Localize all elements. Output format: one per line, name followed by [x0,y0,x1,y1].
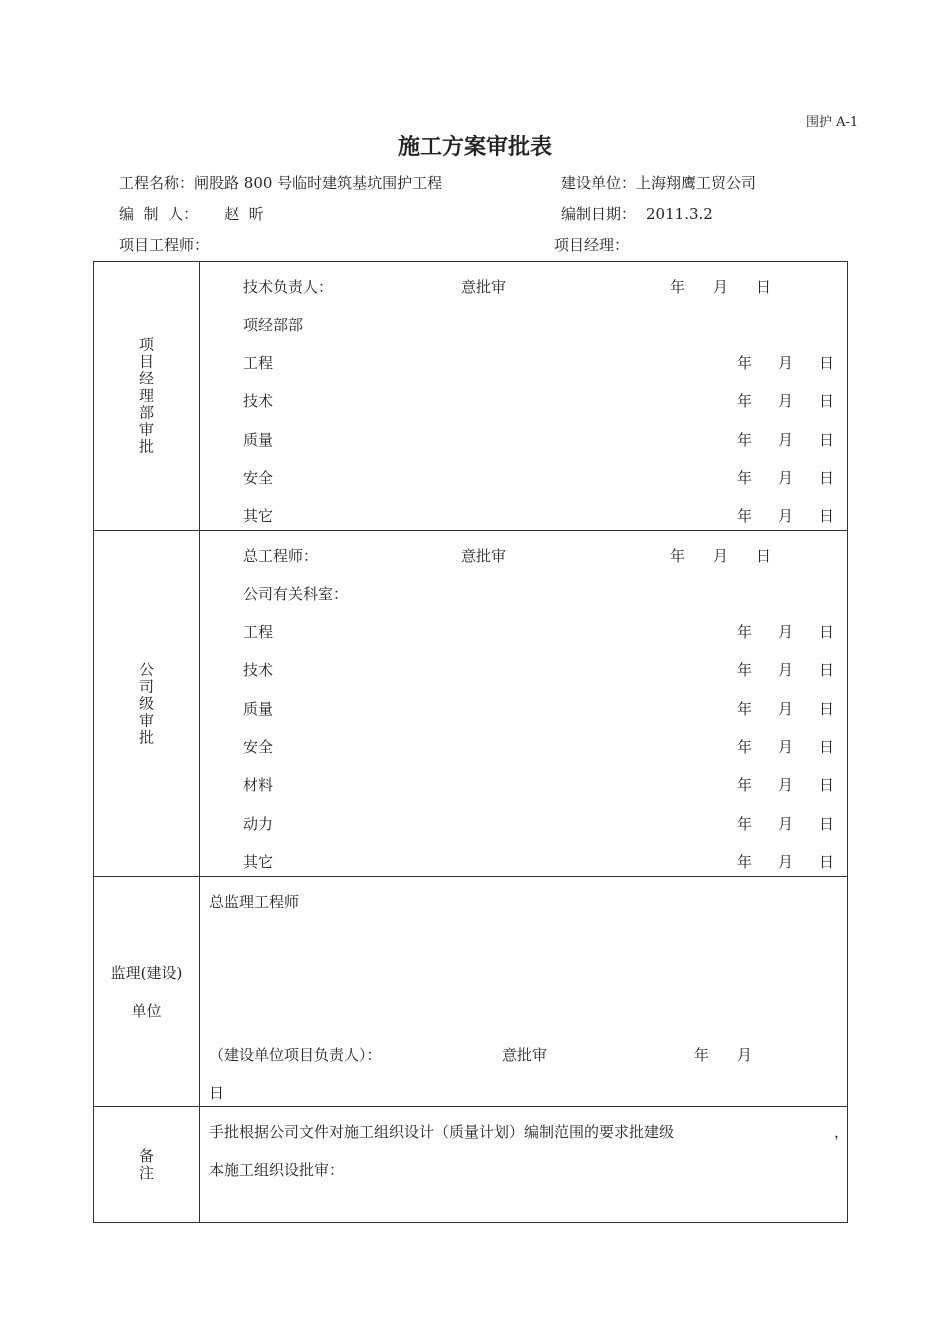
project-name-label: 工程名称： [119,174,195,192]
side-char: 注 [138,1163,154,1182]
project-name-value: 闸股路 800 号临时建筑基坑围护工程 [194,174,443,192]
item-row [200,351,847,375]
chief-supervisor-label: 总监理工程师 [209,893,300,911]
owner-date [694,1043,752,1067]
year-label: 年 [694,1046,710,1064]
item-date [737,697,834,721]
section-supervision [94,877,848,1107]
section-project-dept [94,262,848,531]
dept-row [200,582,847,606]
item-date [737,735,834,759]
side-char: 理 [138,386,154,405]
day-label: 日 [756,547,772,565]
item-date [737,658,834,682]
side-char: 目 [138,352,154,371]
year-label: 年 [737,507,753,526]
item-date [737,428,834,452]
item-label: 质量 [243,699,274,718]
year-label: 年 [737,468,753,487]
month-label: 月 [713,278,729,296]
day-label: 日 [819,661,835,680]
side-char: 经 [138,369,154,388]
item-label: 技术 [243,661,274,680]
date-field [561,203,713,224]
month-label: 月 [778,392,794,411]
month-label: 月 [713,547,729,565]
builder-value: 上海翔鹰工贸公司 [636,174,757,192]
vertical-label [94,1148,199,1182]
day-label: 日 [819,468,835,487]
day-label: 日 [819,776,835,795]
dept-row [200,313,847,337]
vertical-label [94,337,199,456]
section-project-dept-label [94,262,200,531]
month-label: 月 [778,430,794,449]
day-label: 日 [819,852,835,871]
item-row [200,466,847,490]
side-char: 审 [138,711,154,729]
month-label: 月 [778,699,794,718]
item-row [200,620,847,644]
project-name-field [119,172,442,193]
year-label: 年 [737,699,753,718]
vertical-label [94,661,199,746]
dept-label: 项经部部 [243,316,304,334]
side-char: 审 [138,420,154,439]
item-label: 工程 [243,354,274,372]
lead-label: 技术负责人： [243,278,334,296]
month-label: 月 [778,737,794,756]
item-date [737,466,834,490]
section-company-content [200,531,848,877]
month-label: 月 [778,814,794,833]
item-label: 工程 [243,623,274,641]
item-date [737,389,834,413]
month-label: 月 [778,623,794,641]
lead-opinion: 意批审 [461,547,507,565]
year-label: 年 [670,547,686,565]
year-label: 年 [737,430,753,449]
lead-row [200,275,847,299]
approval-table [93,261,848,1223]
section-remarks-label [94,1107,200,1223]
owner-day: 日 [209,1084,225,1102]
date-label: 编制日期： [561,205,637,223]
month-label: 月 [737,1046,753,1064]
dept-label: 公司有关科室： [243,585,349,603]
year-label: 年 [670,278,686,296]
side-char: 司 [138,677,154,695]
owner-opinion: 意批审 [502,1046,548,1064]
item-row [200,735,847,759]
day-label: 日 [819,623,835,641]
side-char: 项 [138,335,154,354]
month-label: 月 [778,507,794,526]
supervision-side-text [94,954,199,1030]
compiler-value: 赵 昕 [224,205,264,223]
year-label: 年 [737,392,753,411]
day-label: 日 [756,278,772,296]
item-date [737,620,834,644]
item-label: 材料 [243,776,274,795]
item-row [200,428,847,452]
builder-field [561,172,756,193]
item-label: 安全 [243,468,274,487]
day-label: 日 [819,737,835,756]
day-label: 日 [819,699,835,718]
item-row [200,773,847,797]
item-date [737,850,834,874]
day-label: 日 [819,430,835,449]
lead-date [670,275,771,299]
month-label: 月 [778,661,794,680]
item-date [737,773,834,797]
day-label: 日 [819,354,835,372]
side-char: 批 [138,437,154,456]
item-label: 安全 [243,737,274,756]
year-label: 年 [737,623,753,641]
manager-label: 项目经理： [554,236,630,254]
form-code: 围护 A-1 [806,115,859,130]
side-char: 批 [138,728,154,746]
item-date [737,351,834,375]
section-company [94,531,848,877]
year-label: 年 [737,737,753,756]
section-supervision-content [200,877,848,1107]
item-label: 其它 [243,852,274,871]
item-row [200,504,847,528]
section-supervision-label [94,877,200,1107]
item-label: 技术 [243,392,274,411]
month-label: 月 [778,776,794,795]
section-company-label [94,531,200,877]
side-char: 级 [138,694,154,712]
day-label: 日 [819,814,835,833]
remarks-comma: ， [834,1123,850,1141]
year-label: 年 [737,852,753,871]
item-label: 其它 [243,507,274,526]
day-label: 日 [819,507,835,526]
supervision-side-line1: 监理(建设) [110,963,183,982]
item-row [200,697,847,721]
remarks-line1: 手批根据公司文件对施工组织设计（质量计划）编制范围的要求批建级 [209,1123,675,1141]
item-row [200,658,847,682]
supervision-side-line2: 单位 [131,1001,162,1020]
side-char: 部 [138,403,154,422]
day-label: 日 [819,392,835,411]
compiler-label: 编 制 人： [119,205,199,223]
year-label: 年 [737,776,753,795]
year-label: 年 [737,814,753,833]
lead-row [200,544,847,568]
year-label: 年 [737,661,753,680]
section-remarks [94,1107,848,1223]
lead-label: 总工程师： [243,547,319,565]
date-value: 2011.3.2 [646,205,713,223]
engineer-label: 项目工程师： [119,236,210,254]
builder-label: 建设单位： [561,174,637,192]
item-date [737,504,834,528]
compiler-field [119,203,264,224]
month-label: 月 [778,354,794,372]
owner-label: （建设单位项目负责人）： [209,1046,382,1064]
year-label: 年 [737,354,753,372]
side-char: 备 [138,1146,154,1165]
month-label: 月 [778,852,794,871]
item-date [737,812,834,836]
lead-date [670,544,771,568]
section-project-dept-content [200,262,848,531]
remarks-line2: 本施工组织设批审： [209,1161,345,1179]
item-row [200,850,847,874]
item-row [200,812,847,836]
side-char: 公 [138,660,154,678]
page-title: 施工方案审批表 [397,135,552,160]
item-row [200,389,847,413]
section-remarks-content [200,1107,848,1223]
lead-opinion: 意批审 [461,278,507,296]
item-label: 质量 [243,430,274,449]
item-label: 动力 [243,814,274,833]
month-label: 月 [778,468,794,487]
